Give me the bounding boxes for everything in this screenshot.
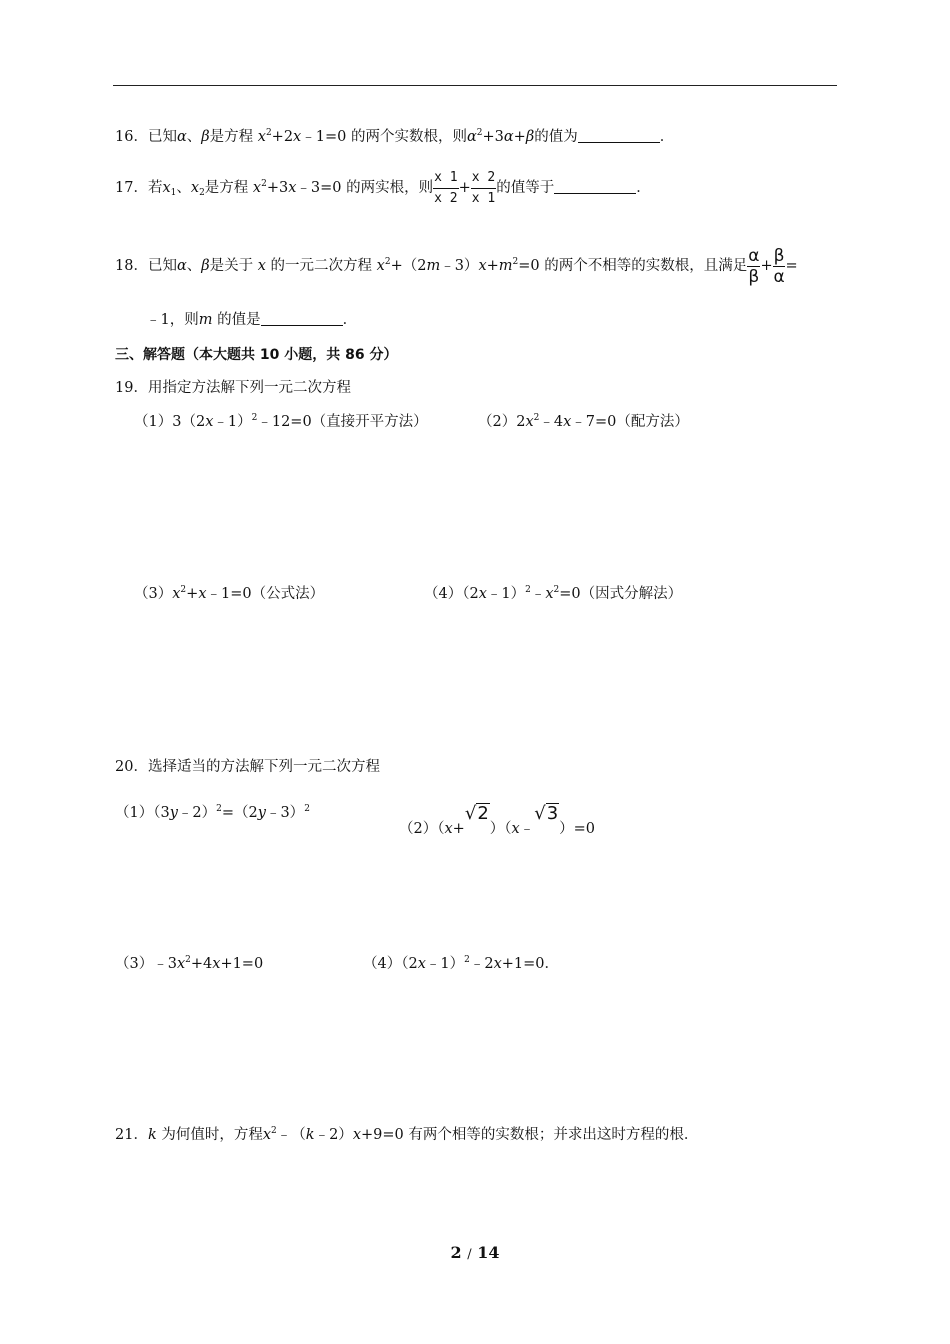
question-19-stem: 19．用指定方法解下列一元二次方程 xyxy=(115,380,351,396)
question-16: 16．已知α、β是方程 $x^2+2x﹣1=0$ 的两个实数根，则$\alpha^2+3\alpha+\beta$的值为 ． xyxy=(115,128,675,145)
question-20-part-1: （1）（3y﹣2）$^2$=（2y﹣3）$^2$ xyxy=(115,804,310,821)
fraction-x1-over-x2: $\frac{x 1}{x 2}$ xyxy=(434,169,458,206)
sqrt-3: √3 xyxy=(534,803,559,824)
sqrt-2: √2 xyxy=(464,803,489,824)
fraction-beta-over-alpha: $\frac{\beta}{\alpha}$ xyxy=(773,245,785,287)
question-18: 18．已知α、β是关于 x 的一元二次方程 $x^2+(2m﹣3)x+m^2=0$ 的两个不相等的实数根，且满足 $\frac{\alpha}{\beta}$ + $\frac{\beta}{\alpha}$ = xyxy=(115,245,798,287)
answer-blank[interactable] xyxy=(554,179,636,194)
question-19-part-2: $(2)2x^2﹣4x﹣7=0$（配方法） xyxy=(478,413,689,430)
fraction-alpha-over-beta: $\frac{\alpha}{\beta}$ xyxy=(748,245,760,287)
question-20-part-2: （2）（x+√2）（x﹣√3）=0 xyxy=(399,803,596,837)
section-heading: 三、解答题（本大题共 10 小题，共 86 分） xyxy=(115,347,398,363)
question-20-part-4: （4）（2x﹣1）$^2$﹣2x+1=0． xyxy=(363,955,560,972)
header-rule xyxy=(113,85,837,86)
fraction-x2-over-x1: $\frac{x 2}{x 1}$ xyxy=(471,169,496,206)
question-21: 21．k 为何值时，方程$x^2﹣(k﹣2)x+9=0$ 有两个相等的实数根；并求出这时方程的根． xyxy=(115,1126,699,1143)
question-20-part-3: $(3)﹣3x^2+4x+1=0$ xyxy=(115,955,264,972)
question-19-part-3: $(3)x^2+x﹣1=0$（公式法） xyxy=(134,585,325,602)
question-17: 17．若$x_1$、$x_2$是方程 $x^2+3x﹣3=0$ 的两实根，则 $\frac{x 1}{x 2}$ + $\frac{x 2}{x 1}$ 的值等于 ． xyxy=(115,167,651,209)
answer-blank[interactable] xyxy=(261,311,343,326)
page-number: 2 / 14 xyxy=(450,1243,500,1262)
question-20-stem: 20．选择适当的方法解下列一元二次方程 xyxy=(115,759,380,775)
answer-blank[interactable] xyxy=(578,128,660,143)
question-18-line2: ﹣1，则m 的值是 ． xyxy=(146,312,358,328)
question-19-part-1: （1）3（2x﹣1）$^2$﹣12=0（直接开平方法） xyxy=(134,413,428,430)
question-19-part-4: $(4)(2x﹣1)^2﹣x^2=0$（因式分解法） xyxy=(424,585,683,602)
